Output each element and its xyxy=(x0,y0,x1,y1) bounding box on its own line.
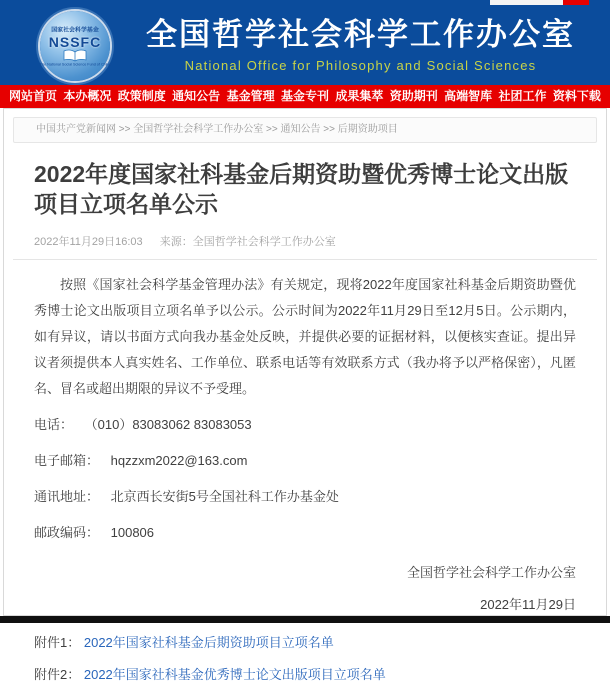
nav-item[interactable]: 基金管理 xyxy=(226,89,275,103)
nav-item[interactable]: 通知公告 xyxy=(172,89,221,103)
attachment-link[interactable]: 2022年国家社科基金后期资助项目立项名单 xyxy=(83,635,334,650)
contact-label: 电话： xyxy=(34,417,74,432)
contact-value: 北京西长安街5号全国社科工作办基金处 xyxy=(110,489,339,504)
attachment-label: 附件2： xyxy=(34,667,81,682)
nav-item[interactable]: 社团工作 xyxy=(498,89,547,103)
contact-row xyxy=(34,412,576,438)
nav-item[interactable]: 资料下载 xyxy=(552,89,601,103)
site-title-cn: 全国哲学社会科学工作办公室 xyxy=(146,17,575,52)
contact-block xyxy=(34,412,576,546)
open-book-icon xyxy=(63,50,87,62)
signature: 全国哲学社会科学工作办公室 xyxy=(406,565,576,580)
nav-item[interactable]: 高端智库 xyxy=(444,89,493,103)
logo-acronym: NSSFC xyxy=(48,33,102,50)
contact-value: hqzzxm2022@163.com xyxy=(110,453,248,468)
contact-row xyxy=(34,448,576,474)
contact-row xyxy=(34,520,576,546)
footer-bar xyxy=(0,616,610,623)
attachment-link[interactable]: 2022年国家社科基金优秀博士论文出版项目立项名单 xyxy=(83,667,386,682)
nav-item[interactable]: 成果集萃 xyxy=(335,89,384,103)
site-header xyxy=(0,0,610,85)
article-meta xyxy=(34,233,576,249)
contact-value: 100806 xyxy=(110,525,155,540)
nav-item[interactable]: 本办概况 xyxy=(63,89,112,103)
contact-label: 通讯地址： xyxy=(34,489,100,504)
article-title: 2022年度国家社科基金后期资助暨优秀博士论文出版项目立项名单公示 xyxy=(34,161,569,217)
logo-arc-bottom-text: The National Social Science Fund of China xyxy=(39,62,111,67)
nav-item[interactable]: 资助期刊 xyxy=(389,89,438,103)
logo-arc-top-text: 国家社会科学基金 xyxy=(51,26,99,33)
attachment-label: 附件1： xyxy=(34,635,81,650)
signature-date: 2022年11月29日 xyxy=(480,597,576,612)
contact-row xyxy=(34,484,576,510)
attachments xyxy=(34,630,576,688)
article-datetime: 2022年11月29日16:03 xyxy=(34,236,143,248)
nav-item[interactable]: 政策制度 xyxy=(117,89,166,103)
nssfc-logo xyxy=(40,11,110,81)
attachment-row xyxy=(34,630,576,656)
nav-item[interactable]: 基金专刊 xyxy=(280,89,329,103)
contact-label: 邮政编码： xyxy=(34,525,100,540)
article-paragraph: 按照《国家社会科学基金管理办法》有关规定，现将2022年度国家社科基金后期资助暨优秀博士论文出版项目立项名单予以公示。公示时间为2022年11月29日至12月5日。公示期内，如有异议，请以书面方式向我办基金处反映，并提供必要的证据材料，以便核实查证。提出异议者须提供本人真实姓名、工作单位、联系电话等有效联系方式（我办将予以严格保密），凡匿名、冒名或超出期限的异议不予受理。 xyxy=(34,277,576,396)
article-source: 来源：全国哲学社会科学工作办公室 xyxy=(159,236,336,248)
search-input[interactable] xyxy=(490,0,563,5)
site-title-block xyxy=(138,16,583,73)
content-card xyxy=(3,108,607,682)
attachment-row xyxy=(34,662,576,688)
contact-label: 电子邮箱： xyxy=(34,453,100,468)
contact-value: （010）83083062 83083053 xyxy=(84,417,252,432)
search-button[interactable] xyxy=(563,0,589,5)
breadcrumb[interactable]: 中国共产党新闻网 >> 全国哲学社会科学工作办公室 >> 通知公告 >> 后期资助项目 xyxy=(13,117,597,143)
meta-divider xyxy=(13,259,597,260)
main-nav xyxy=(0,85,610,108)
site-title-en: National Office for Philosophy and Social Sciences xyxy=(184,58,537,73)
nav-item[interactable]: 网站首页 xyxy=(9,89,58,103)
